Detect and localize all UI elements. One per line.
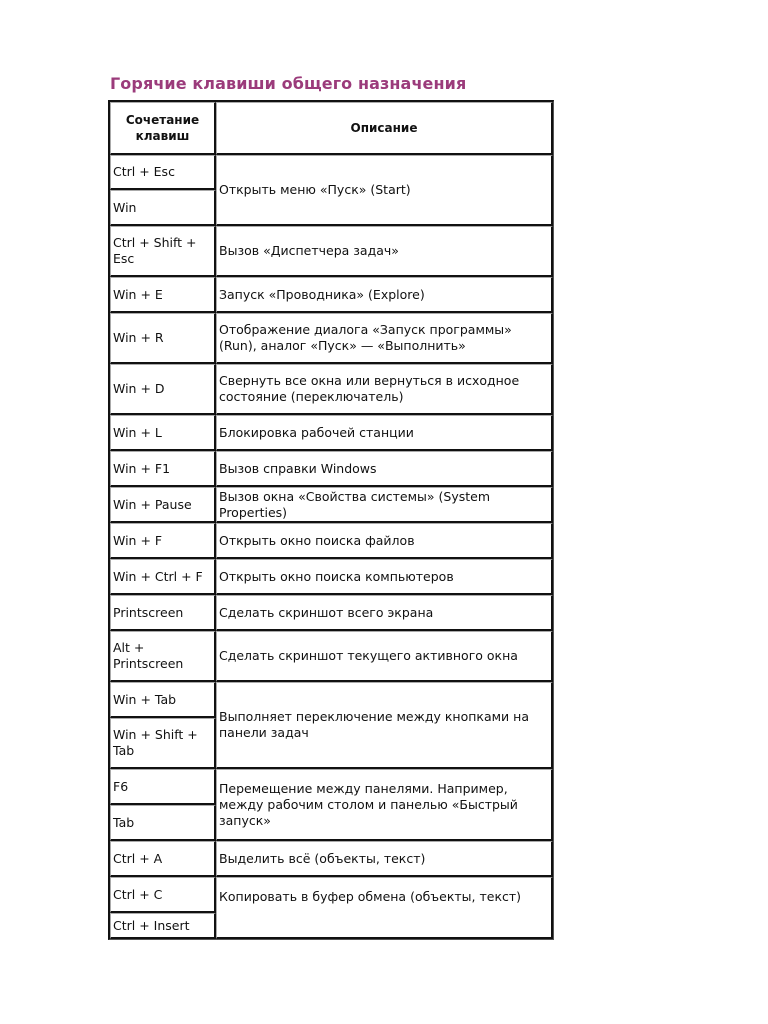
keys-cell: F6 bbox=[110, 769, 216, 805]
description-cell: Сделать скриншот всего экрана bbox=[216, 595, 553, 631]
description-cell: Выделить всё (объекты, текст) bbox=[216, 841, 553, 877]
keys-cell: Ctrl + Esc bbox=[110, 155, 216, 190]
table-row bbox=[110, 277, 553, 313]
table-header-row bbox=[110, 102, 553, 155]
description-cell: Блокировка рабочей станции bbox=[216, 415, 553, 451]
keys-cell: Win + R bbox=[110, 313, 216, 364]
header-description: Описание bbox=[216, 102, 553, 155]
page-title: Горячие клавиши общего назначения bbox=[110, 74, 467, 93]
keys-cell: Win + D bbox=[110, 364, 216, 415]
keys-cell: Ctrl + A bbox=[110, 841, 216, 877]
description-cell: Открыть меню «Пуск» (Start) bbox=[216, 155, 553, 226]
description-cell: Вызов «Диспетчера задач» bbox=[216, 226, 553, 277]
description-cell: Открыть окно поиска компьютеров bbox=[216, 559, 553, 595]
keys-cell: Ctrl + Shift + Esc bbox=[110, 226, 216, 277]
table-row bbox=[110, 682, 553, 718]
keys-cell: Printscreen bbox=[110, 595, 216, 631]
keys-cell: Win + Ctrl + F bbox=[110, 559, 216, 595]
description-cell: Вызов справки Windows bbox=[216, 451, 553, 487]
keys-cell: Win + Tab bbox=[110, 682, 216, 718]
keys-cell: Win + Pause bbox=[110, 487, 216, 523]
table-row bbox=[110, 631, 553, 682]
keys-cell: Alt + Printscreen bbox=[110, 631, 216, 682]
hotkeys-table bbox=[108, 100, 554, 940]
keys-cell: Ctrl + C bbox=[110, 877, 216, 913]
description-cell: Сделать скриншот текущего активного окна bbox=[216, 631, 553, 682]
description-cell: Открыть окно поиска файлов bbox=[216, 523, 553, 559]
table-row bbox=[110, 415, 553, 451]
keys-cell: Win + F1 bbox=[110, 451, 216, 487]
table-row bbox=[110, 451, 553, 487]
table-row bbox=[110, 769, 553, 805]
description-cell: Выполняет переключение между кнопками на панели задач bbox=[216, 682, 553, 769]
table-row bbox=[110, 841, 553, 877]
keys-cell: Win + E bbox=[110, 277, 216, 313]
keys-cell: Win bbox=[110, 190, 216, 226]
description-cell: Запуск «Проводника» (Explore) bbox=[216, 277, 553, 313]
header-keys: Сочетание клавиш bbox=[110, 102, 216, 155]
table-row bbox=[110, 877, 553, 913]
table-row bbox=[110, 155, 553, 190]
table-row bbox=[110, 559, 553, 595]
description-cell: Вызов окна «Свойства системы» (System Properties) bbox=[216, 487, 553, 523]
keys-cell: Win + Shift + Tab bbox=[110, 718, 216, 769]
table-row bbox=[110, 226, 553, 277]
keys-cell: Tab bbox=[110, 805, 216, 841]
keys-cell: Win + F bbox=[110, 523, 216, 559]
table-row bbox=[110, 487, 553, 523]
table-row bbox=[110, 313, 553, 364]
description-cell: Отображение диалога «Запуск программы» (Run), аналог «Пуск» — «Выполнить» bbox=[216, 313, 553, 364]
table-row bbox=[110, 595, 553, 631]
table-row bbox=[110, 364, 553, 415]
description-cell: Копировать в буфер обмена (объекты, текст) bbox=[216, 877, 553, 939]
description-cell: Перемещение между панелями. Например, между рабочим столом и панелью «Быстрый запуск» bbox=[216, 769, 553, 841]
description-cell: Свернуть все окна или вернуться в исходное состояние (переключатель) bbox=[216, 364, 553, 415]
keys-cell: Win + L bbox=[110, 415, 216, 451]
table-row bbox=[110, 523, 553, 559]
keys-cell: Ctrl + Insert bbox=[110, 913, 216, 939]
